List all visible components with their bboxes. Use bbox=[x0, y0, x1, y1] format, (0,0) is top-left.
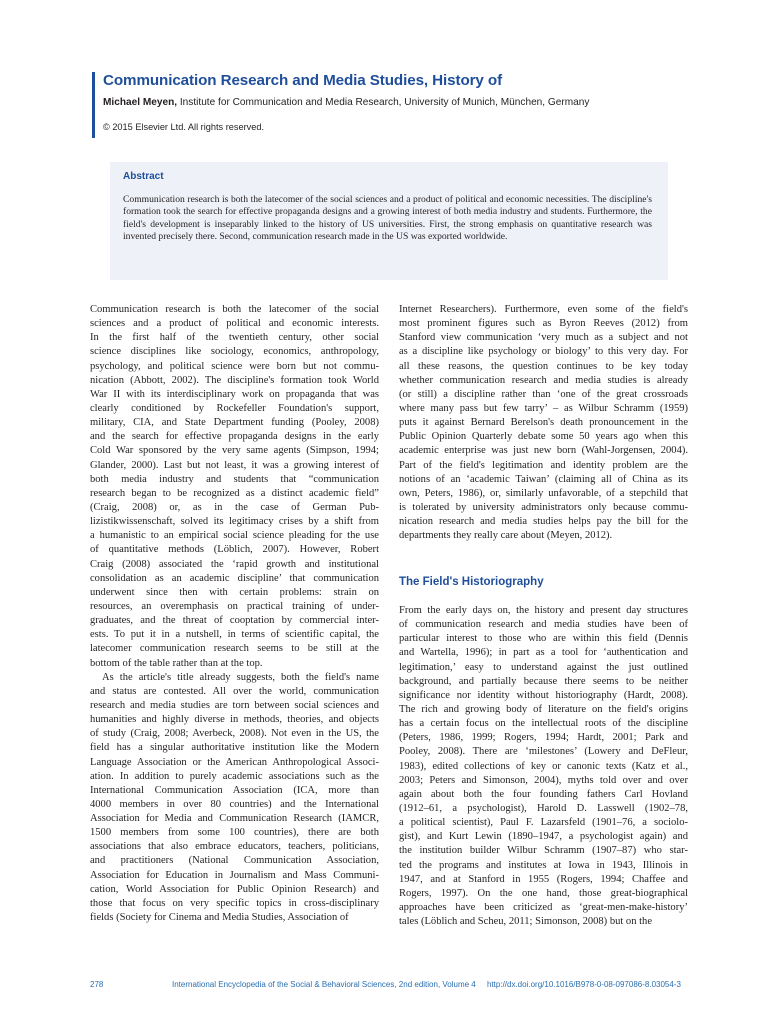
source-citation: International Encyclopedia of the Social & Behavioral Sciences, 2nd edition, Volume 4 bbox=[172, 980, 476, 989]
text-line: ation. In addition to purely academic associations such as the bbox=[90, 770, 379, 782]
abstract-text: Communication research is both the latecomer of the social sciences and a product of political and economic necessities. The discipline's formation took the search for effective propaganda designs and a growing interest of both media industry and students. Furthermore, the field's development is inseparably linked to the history of US universities. First, the strong emphasis on quantitative research was invented precisely there. Second, communication research made in the US was exported worldwide. bbox=[123, 194, 652, 242]
text-line: From the early days on, the history and present day structures bbox=[399, 605, 688, 616]
text-line: Language Association or the American Anthropological Associ- bbox=[90, 756, 379, 768]
text-line: significance nor identity without historiography (Hardt, 2008). bbox=[399, 689, 688, 701]
text-line: Glander, 2000). Last but not least, it was a growing interest of bbox=[90, 459, 379, 471]
text-line: again about both the four founding fathers Carl Hovland bbox=[399, 788, 688, 800]
text-line: Craig (2008) associated the ‘rapid growth and institutional bbox=[90, 558, 379, 570]
text-line: as a discipline like psychology or biology’ to this very day. For bbox=[399, 346, 688, 358]
author-line bbox=[103, 97, 723, 108]
text-line: 1947, and at Stanford in 1955 (Rogers, 1994; Chaffee and bbox=[399, 873, 688, 885]
text-line: a political scientist), Paul F. Lazarsfeld (1901–76, a sociolo- bbox=[399, 817, 688, 829]
text-line: those that focus on very specific topics in cross-disciplinary bbox=[90, 897, 379, 909]
text-line: Stanford view communication ‘very much as a subject and not bbox=[399, 332, 688, 344]
text-line: Association for Media and Communication Research (IAMCR, bbox=[90, 813, 379, 825]
text-line: As the article's title already suggests, both the field's name bbox=[102, 671, 379, 683]
text-line: own, Peters, 1986), or, similarly unfavorable, of a stepchild that bbox=[399, 487, 688, 499]
text-line: puts it against Bernard Berelson's death pronouncement in the bbox=[399, 417, 688, 429]
text-line: (or still) a discipline rather than ‘one of the great crossroads bbox=[399, 388, 688, 400]
text-line: Rogers, 1997). On the one hand, those great-biographical bbox=[399, 887, 688, 899]
title-accent-bar bbox=[92, 72, 95, 138]
text-line: Cold War sponsored by the very same agents (Simpson, 1994; bbox=[90, 445, 379, 457]
page-number: 278 bbox=[90, 980, 104, 989]
text-line: nication research and media studies helps pay the bill for the bbox=[399, 516, 688, 528]
text-line: military, CIA, and State Department funding (Pooley, 2008) bbox=[90, 417, 379, 429]
text-line: whether communication research and media studies is already bbox=[399, 374, 688, 386]
text-line: resources, an overemphasis on practical training of under- bbox=[90, 600, 379, 612]
text-line: and status are contested. All over the world, communication bbox=[90, 685, 379, 697]
text-line: Communication research is both the latecomer of the social bbox=[90, 304, 379, 315]
text-line: research and media studies are torn between social sciences and bbox=[90, 699, 379, 711]
text-line: Association for Education in Journalism and Mass Communi- bbox=[90, 869, 379, 881]
text-line: sciences and a product of political and economic interests. bbox=[90, 318, 379, 330]
text-line: science disciplines like sociology, economics, anthropology, bbox=[90, 346, 379, 358]
text-line: and the search for effective propaganda designs in the early bbox=[90, 431, 379, 443]
text-line: graduates, and the threat of cooptation by commercial inter- bbox=[90, 615, 379, 627]
text-line: the institution builder Wilbur Schramm (1907–87) who star- bbox=[399, 845, 688, 857]
text-line: both media industry and students that “communication bbox=[90, 473, 379, 485]
text-line: 1500 members from some 100 countries), there are both bbox=[90, 827, 379, 839]
text-line: International Communication Association (ICA, more than bbox=[90, 784, 379, 796]
text-line: of study (Craig, 2008; Averbeck, 2008). Not even in the US, the bbox=[90, 728, 379, 740]
text-line: and practitioners (National Communication Association, bbox=[90, 855, 379, 867]
text-line: cation, World Association for Public Opinion Research) and bbox=[90, 883, 379, 895]
section-heading: The Field's Historiography bbox=[399, 576, 544, 588]
text-line: of communication research and media studies have been of bbox=[399, 619, 688, 631]
text-line: research began to be recognized as a distinct academic field” bbox=[90, 487, 379, 499]
abstract-heading: Abstract bbox=[123, 171, 164, 182]
text-line: humanities and highly diverse in methods, theories, and objects bbox=[90, 714, 379, 726]
text-line: consolidation as an academic discipline’ that communication bbox=[90, 572, 379, 584]
text-line: and Wartella, 1996); in part as a tool for ‘authentication and bbox=[399, 647, 688, 659]
text-line: particular interest to those who are within this field (Dennis bbox=[399, 633, 688, 645]
text-line: War II with its interdisciplinary work on propaganda that was bbox=[90, 388, 379, 400]
text-line: 4000 members in over 80 countries) and the International bbox=[90, 798, 379, 810]
text-line: legitimation,’ easy to understand against the just outlined bbox=[399, 661, 688, 673]
text-line: approaches have been criticized as ‘great-men-make-history’ bbox=[399, 901, 688, 913]
text-line: notions of an ‘academic Taiwan’ (claiming all of China as its bbox=[399, 473, 688, 485]
text-line: 1983), edited collections of key or canonic texts (Katz et al., bbox=[399, 760, 688, 772]
text-line: ted the programs and institutes at Iowa in 1943, Illinois in bbox=[399, 859, 688, 871]
text-line: all these reasons, the question continues to be key today bbox=[399, 360, 688, 372]
text-line: underwent since then with certain problems: strain on bbox=[90, 586, 379, 598]
text-line: latecomer communication research seems to be still at the bbox=[90, 643, 379, 655]
text-line: departments they really care about (Meyen, 2012). bbox=[399, 530, 613, 542]
copyright-notice: © 2015 Elsevier Ltd. All rights reserved. bbox=[103, 122, 264, 132]
text-line: (1912–61, a psychologist), Harold D. Lasswell (1902–78, bbox=[399, 802, 688, 814]
text-line: 2003; Peters and Simonson, 2004), myths told over and over bbox=[399, 774, 688, 786]
text-line: (Peters, 1986, 1999; Rogers, 1994; Hardt, 2001; Park and bbox=[399, 732, 688, 744]
author-name: Michael Meyen, bbox=[103, 97, 178, 108]
text-line: of quantitative methods (Löblich, 2007). However, Robert bbox=[90, 544, 379, 556]
text-line: Part of the field's legitimation and identity problem are the bbox=[399, 459, 688, 471]
article-header bbox=[92, 72, 692, 140]
text-line: Internet Researchers). Furthermore, even some of the field's bbox=[399, 304, 688, 315]
text-line: psychology, and political science were born but not commu- bbox=[90, 360, 379, 372]
author-affiliation: Institute for Communication and Media Research, University of Munich, München, Germany bbox=[179, 97, 590, 108]
text-line: where many pass but few tarry’ – as Wilbur Schramm (1959) bbox=[399, 402, 688, 414]
text-line: is tolerated by university administrators only because commu- bbox=[399, 501, 688, 513]
text-line: gist), and Kurt Lewin (1890–1947, a psychologist again) and bbox=[399, 831, 688, 843]
text-line: field has a singular authoritative institution like the Modern bbox=[90, 742, 379, 754]
text-line: academic enterprise was just new born (Wahl-Jorgensen, 2004). bbox=[399, 445, 688, 457]
text-line: Public Opinion Quarterly debate some 50 years ago when this bbox=[399, 431, 688, 443]
text-line: Pooley, 2008). There are ‘milestones’ (Lowery and DeFleur, bbox=[399, 746, 688, 758]
text-line: bottom of the table rather than at the top. bbox=[90, 657, 263, 669]
text-line: most prominent figures such as Byron Reeves (2012) from bbox=[399, 318, 688, 330]
doi-link[interactable]: http://dx.doi.org/10.1016/B978-0-08-097086-8.03054-3 bbox=[487, 980, 681, 989]
left-column bbox=[90, 303, 379, 925]
text-line: a humanistic to an empirical social science pleading for the use bbox=[90, 530, 379, 542]
right-column-bottom bbox=[399, 604, 688, 929]
text-line: clearly conditioned by Rockefeller Foundation's support, bbox=[90, 402, 379, 414]
text-line: nication (Abbott, 2002). The discipline's formation took World bbox=[90, 374, 379, 386]
text-line: has a certain focus on the intellectual roots of the discipline bbox=[399, 718, 688, 730]
text-line: lizistikwissenschaft, solved its legitimacy crises by a shift from bbox=[90, 516, 379, 528]
text-line: associations that also embrace educators, teachers, politicians, bbox=[90, 841, 379, 853]
article-title: Communication Research and Media Studies, History of bbox=[103, 72, 503, 89]
right-column-top bbox=[399, 303, 688, 543]
text-line: background, and partially because there seems to be neither bbox=[399, 675, 688, 687]
text-line: In the first half of the twentieth century, other social bbox=[90, 332, 379, 344]
text-line: ests. To put it in a nutshell, in terms of scientific capital, the bbox=[90, 629, 379, 641]
text-line: tales (Löblich and Scheu, 2011; Simonson, 2008) but on the bbox=[399, 916, 652, 928]
text-line: The rich and growing body of literature on the field's origins bbox=[399, 703, 688, 715]
text-line: fields (Society for Cinema and Media Studies, Association of bbox=[90, 912, 349, 924]
text-line: (Craig, 2008) or, as in the case of German Pub- bbox=[90, 501, 379, 513]
